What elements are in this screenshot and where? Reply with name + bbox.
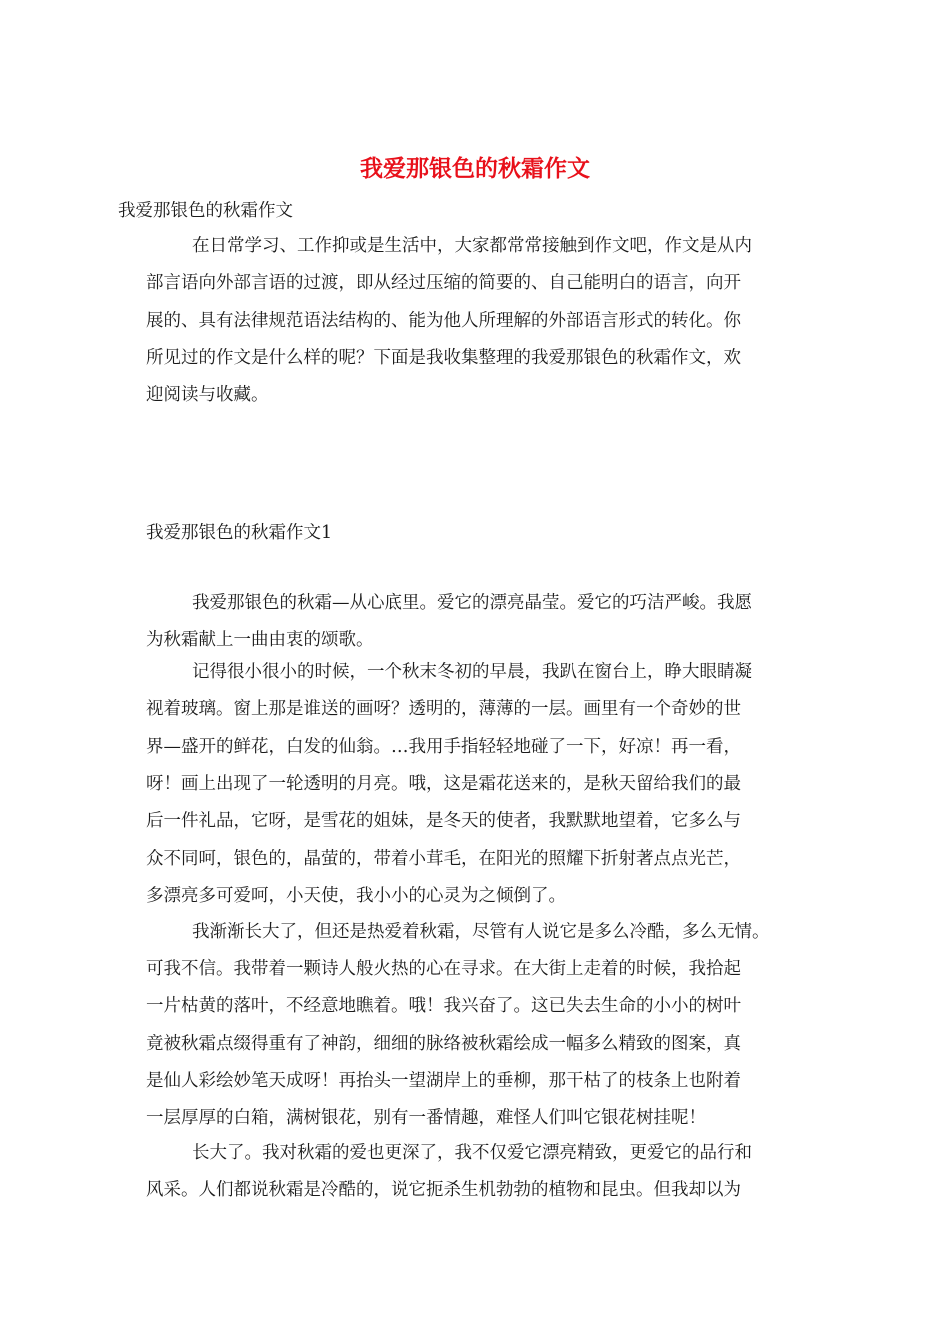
body-line: 视着玻璃。窗上那是谁送的画呀？透明的，薄薄的一层。画里有一个奇妙的世: [146, 699, 741, 719]
body-line: 一层厚厚的白箱，满树银花，别有一番情趣，难怪人们叫它银花树挂呢！: [146, 1108, 706, 1128]
body-line: 多漂亮多可爱呵，小天使，我小小的心灵为之倾倒了。: [146, 886, 566, 906]
body-line: 记得很小很小的时候，一个秋末冬初的早晨，我趴在窗台上，睁大眼睛凝: [192, 662, 752, 682]
body-line: 后一件礼品，它呀，是雪花的姐妹，是冬天的使者，我默默地望着，它多么与: [146, 811, 741, 831]
body-line: 为秋霜献上一曲由衷的颂歌。: [146, 630, 374, 650]
document-subtitle: 我爱那银色的秋霜作文: [118, 201, 293, 221]
body-line: 我爱那银色的秋霜—从心底里。爱它的漂亮晶莹。爱它的巧洁严峻。我愿: [192, 593, 752, 613]
intro-line: 部言语向外部言语的过渡，即从经过压缩的简要的、自己能明白的语言，向开: [146, 273, 741, 293]
body-line: 界—盛开的鲜花，白发的仙翁。…我用手指轻轻地碰了一下，好凉！再一看，: [146, 737, 741, 757]
document-title: 我爱那银色的秋霜作文: [360, 155, 590, 182]
section-heading: 我爱那银色的秋霜作文1: [146, 523, 333, 543]
intro-line: 展的、具有法律规范语法结构的、能为他人所理解的外部语言形式的转化。你: [146, 311, 741, 331]
body-line: 竟被秋霜点缀得重有了神韵，细细的脉络被秋霜绘成一幅多么精致的图案，真: [146, 1034, 741, 1054]
body-line: 呀！画上出现了一轮透明的月亮。哦，这是霜花送来的，是秋天留给我们的最: [146, 774, 741, 794]
body-line: 众不同呵，银色的，晶萤的，带着小茸毛，在阳光的照耀下折射著点点光芒，: [146, 849, 741, 869]
body-line: 可我不信。我带着一颗诗人般火热的心在寻求。在大街上走着的时候，我拾起: [146, 959, 741, 979]
intro-line: 在日常学习、工作抑或是生活中，大家都常常接触到作文吧，作文是从内: [192, 236, 752, 256]
body-line: 我渐渐长大了，但还是热爱着秋霜，尽管有人说它是多么冷酷，多么无情。: [192, 922, 770, 942]
body-line: 风采。人们都说秋霜是冷酷的，说它扼杀生机勃勃的植物和昆虫。但我却以为: [146, 1180, 741, 1200]
intro-line: 迎阅读与收藏。: [146, 385, 269, 405]
body-line: 是仙人彩绘妙笔天成呀！再抬头一望湖岸上的垂柳，那干枯了的枝条上也附着: [146, 1071, 741, 1091]
intro-line: 所见过的作文是什么样的呢？下面是我收集整理的我爱那银色的秋霜作文，欢: [146, 348, 741, 368]
body-line: 一片枯黄的落叶，不经意地瞧着。哦！我兴奋了。这已失去生命的小小的树叶: [146, 996, 741, 1016]
body-line: 长大了。我对秋霜的爱也更深了，我不仅爱它漂亮精致，更爱它的品行和: [192, 1143, 752, 1163]
